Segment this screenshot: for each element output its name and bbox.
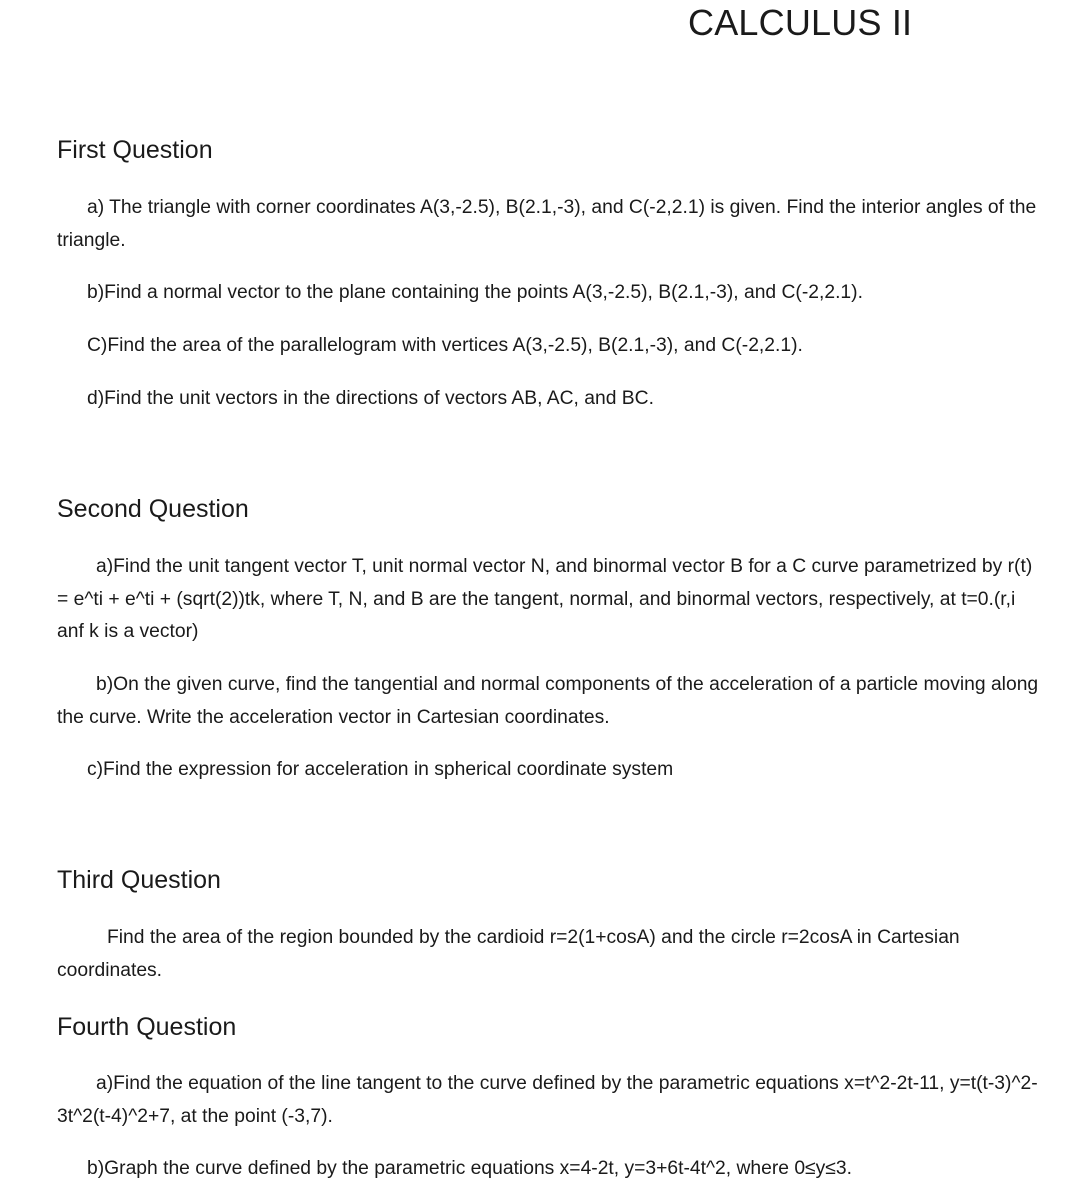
question-3-heading: Third Question — [57, 866, 221, 894]
question-4-heading: Fourth Question — [57, 1013, 237, 1041]
question-4-part-b: b)Graph the curve defined by the parametric equations x=4-2t, y=3+6t-4t^2, where 0≤y≤3. — [87, 1158, 852, 1179]
question-4-part-a: a)Find the equation of the line tangent to the curve defined by the parametric equations x=t^2-2t-11, y=t(t-3)^2-3t^2(t-4)^2+7, at the point (-3,7). — [57, 1073, 1038, 1127]
question-1-part-c: C)Find the area of the parallelogram with vertices A(3,-2.5), B(2.1,-3), and C(-2,2.1). — [87, 335, 803, 356]
question-1-heading: First Question — [57, 136, 213, 164]
question-2-part-a: a)Find the unit tangent vector T, unit normal vector N, and binormal vector B for a C curve parametrized by r(t) = e^ti + e^ti + (sqrt(2))tk, where T, N, and B are the tangent, normal, and binormal vectors, respectively, at t=0.(r,i anf k is a vector) — [57, 556, 1033, 642]
question-2-heading: Second Question — [57, 495, 249, 523]
page-title: CALCULUS II — [688, 2, 913, 43]
question-1-part-a: a) The triangle with corner coordinates A(3,-2.5), B(2.1,-3), and C(-2,2.1) is given. Find the interior angles of the triangle. — [57, 197, 1037, 251]
question-2-part-b: b)On the given curve, find the tangential and normal components of the acceleration of a particle moving along the curve. Write the acceleration vector in Cartesian coordinates. — [57, 674, 1039, 728]
question-2-part-c: c)Find the expression for acceleration in spherical coordinate system — [87, 759, 674, 780]
question-1-part-b: b)Find a normal vector to the plane containing the points A(3,-2.5), B(2.1,-3), and C(-2,2.1). — [87, 282, 863, 303]
question-1-part-d: d)Find the unit vectors in the directions of vectors AB, AC, and BC. — [87, 388, 654, 409]
question-3-part: Find the area of the region bounded by the cardioid r=2(1+cosA) and the circle r=2cosA in Cartesian coordinates. — [57, 927, 960, 981]
